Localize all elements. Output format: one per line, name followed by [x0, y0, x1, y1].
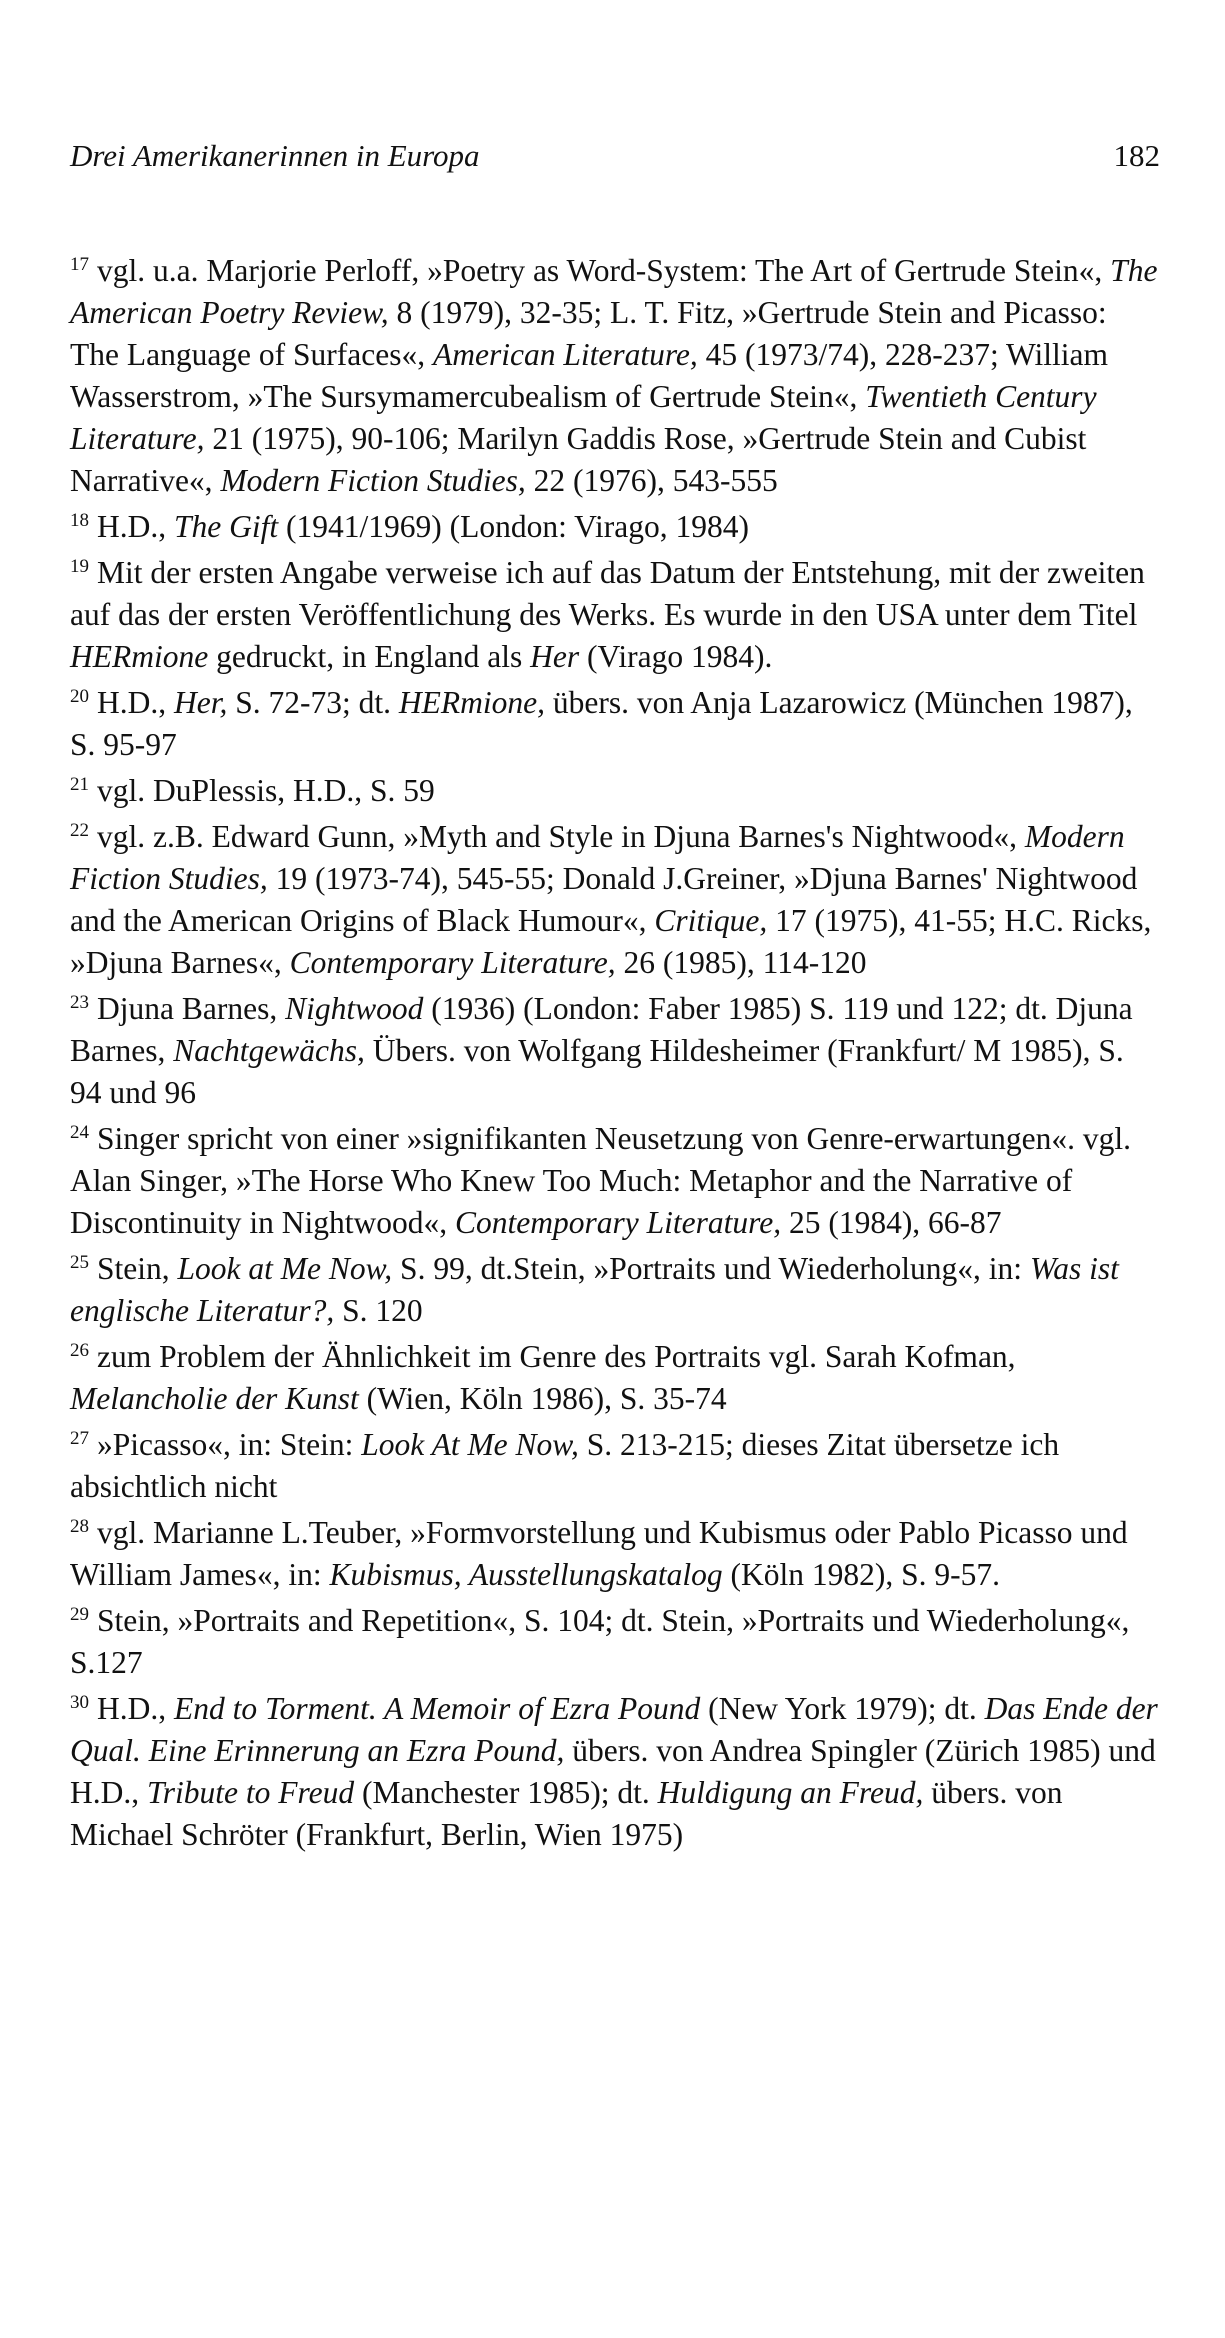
footnote-number: 20 — [70, 685, 89, 707]
footnote-text: vgl. DuPlessis, H.D., S. 59 — [97, 773, 435, 808]
footnote-number: 28 — [70, 1515, 89, 1537]
footnote-number: 21 — [70, 773, 89, 795]
footnote-25 — [70, 1248, 1160, 1332]
footnote-text: 21 (1975), 90-106; Marilyn Gaddis Rose, »Gertrude Stein and Cubist Narrative«, — [70, 421, 1087, 498]
footnote-text: Stein, »Portraits and Repetition«, S. 104; dt. Stein, »Portraits und Wiederholung«, S.127 — [70, 1603, 1130, 1680]
footnote-text: 8 (1979), 32-35; L. T. Fitz, »Gertrude Stein and Picasso: The Language of Surfaces«, — [70, 295, 1107, 372]
footnote-text: übers. von Andrea Spingler (Zürich 1985) und H.D., — [70, 1733, 1156, 1810]
footnote-citation-title: Melancholie der Kunst — [70, 1381, 359, 1416]
footnote-number: 25 — [70, 1251, 89, 1273]
footnote-text: Übers. von Wolfgang Hildesheimer (Frankfurt/ M 1985), S. 94 und 96 — [70, 1033, 1124, 1110]
footnote-20 — [70, 682, 1160, 766]
footnote-number: 24 — [70, 1121, 89, 1143]
footnote-text: (Virago 1984). — [579, 639, 773, 674]
footnote-text: H.D., — [97, 509, 174, 544]
footnote-text: vgl. z.B. Edward Gunn, »Myth and Style in Djuna Barnes's Nightwood«, — [97, 819, 1025, 854]
footnote-text: H.D., — [97, 1691, 174, 1726]
running-header-title: Drei Amerikanerinnen in Europa — [70, 138, 480, 173]
footnote-text: (New York 1979); dt. — [700, 1691, 985, 1726]
running-header — [70, 138, 1160, 188]
footnote-text: übers. von Anja Lazarowicz (München 1987), S. 95-97 — [70, 685, 1133, 762]
page-number: 182 — [1113, 138, 1160, 173]
footnote-23 — [70, 988, 1160, 1114]
footnote-citation-title: Tribute to Freud — [147, 1775, 355, 1810]
footnote-text: vgl. Marianne L.Teuber, »Formvorstellung und Kubismus oder Pablo Picasso und William James«, in: — [70, 1515, 1128, 1592]
footnote-citation-title: Was ist englische Literatur?, — [70, 1251, 1119, 1328]
footnote-24 — [70, 1118, 1160, 1244]
footnote-number: 27 — [70, 1427, 89, 1449]
footnote-citation-title: The Gift — [174, 509, 279, 544]
footnote-number: 29 — [70, 1603, 89, 1625]
footnote-number: 22 — [70, 819, 89, 841]
footnote-citation-title: Contemporary Literature, — [289, 945, 616, 980]
footnote-text: (Wien, Köln 1986), S. 35-74 — [358, 1381, 727, 1416]
footnote-citation-title: HERmione — [70, 639, 209, 674]
footnote-citation-title: Look at Me Now, — [177, 1251, 393, 1286]
footnote-citation-title: Nightwood — [285, 991, 424, 1026]
footnote-citation-title: American Literature, — [432, 337, 698, 372]
footnote-18 — [70, 506, 1160, 548]
footnote-citation-title: Huldigung an Freud, — [657, 1775, 924, 1810]
footnote-text: (1941/1969) (London: Virago, 1984) — [278, 509, 749, 544]
footnote-citation-title: The American Poetry Review, — [70, 253, 1158, 330]
footnote-text: 22 (1976), 543-555 — [525, 463, 778, 498]
footnote-28 — [70, 1512, 1160, 1596]
footnote-text: 25 (1984), 66-87 — [781, 1205, 1002, 1240]
footnote-27 — [70, 1424, 1160, 1508]
footnote-17 — [70, 250, 1160, 502]
footnote-text: 45 (1973/74), 228-237; William Wasserstrom, »The Sursymamercubealism of Gertrude Stein«, — [70, 337, 1109, 414]
footnote-text: Mit der ersten Angabe verweise ich auf das Datum der Entstehung, mit der zweiten auf das der ersten Veröffentlichung des Werks. Es wurde in den USA unter dem Titel — [70, 555, 1145, 632]
footnote-text: Singer spricht von einer »signifikanten Neusetzung von Genre-erwartungen«. vgl. Alan Singer, »The Horse Who Knew Too Much: Metaphor and the Narrative of Discontinuity in Nightwood«, — [70, 1121, 1131, 1240]
footnote-number: 26 — [70, 1339, 89, 1361]
footnote-citation-title: Look At Me Now, — [361, 1427, 579, 1462]
footnote-text: S. 99, dt.Stein, »Portraits und Wiederholung«, in: — [392, 1251, 1030, 1286]
footnote-text: vgl. u.a. Marjorie Perloff, »Poetry as Word-System: The Art of Gertrude Stein«, — [97, 253, 1111, 288]
footnote-text: 19 (1973-74), 545-55; Donald J.Greiner, »Djuna Barnes' Nightwood and the American Origins of Black Humour«, — [70, 861, 1138, 938]
footnote-26 — [70, 1336, 1160, 1420]
footnote-22 — [70, 816, 1160, 984]
footnotes-list — [70, 250, 1160, 1860]
footnote-text: 17 (1975), 41-55; H.C. Ricks, »Djuna Barnes«, — [70, 903, 1152, 980]
footnote-21 — [70, 770, 1160, 812]
footnote-citation-title: Nachtgewächs, — [173, 1033, 365, 1068]
footnote-text: Stein, — [97, 1251, 178, 1286]
footnote-text: S. 213-215; dieses Zitat übersetze ich absichtlich nicht — [70, 1427, 1060, 1504]
footnote-text: S. 120 — [334, 1293, 423, 1328]
footnote-citation-title: HERmione, — [398, 685, 545, 720]
footnote-text: »Picasso«, in: Stein: — [97, 1427, 362, 1462]
footnote-number: 23 — [70, 991, 89, 1013]
footnote-citation-title: Das Ende der Qual. Eine Erinnerung an Ezra Pound, — [70, 1691, 1158, 1768]
footnote-text: S. 72-73; dt. — [227, 685, 399, 720]
footnote-number: 19 — [70, 555, 89, 577]
footnote-30 — [70, 1688, 1160, 1856]
footnote-text: (Köln 1982), S. 9-57. — [722, 1557, 1001, 1592]
footnote-number: 30 — [70, 1691, 89, 1713]
footnote-text: H.D., — [97, 685, 174, 720]
footnote-citation-title: Critique, — [654, 903, 768, 938]
footnote-text: übers. von Michael Schröter (Frankfurt, Berlin, Wien 1975) — [70, 1775, 1063, 1852]
footnote-text: (Manchester 1985); dt. — [354, 1775, 658, 1810]
footnote-citation-title: Twentieth Century Literature, — [70, 379, 1097, 456]
footnote-text: gedruckt, in England als — [208, 639, 531, 674]
footnote-29 — [70, 1600, 1160, 1684]
footnote-citation-title: Her, — [174, 685, 228, 720]
footnote-citation-title: End to Torment. A Memoir of Ezra Pound — [174, 1691, 701, 1726]
footnote-text: zum Problem der Ähnlichkeit im Genre des Portraits vgl. Sarah Kofman, — [97, 1339, 1016, 1374]
footnote-citation-title: Kubismus, Ausstellungskatalog — [329, 1557, 723, 1592]
footnote-number: 17 — [70, 253, 89, 275]
footnote-citation-title: Her — [530, 639, 580, 674]
footnote-text: (1936) (London: Faber 1985) S. 119 und 122; dt. Djuna Barnes, — [70, 991, 1133, 1068]
footnote-citation-title: Modern Fiction Studies, — [220, 463, 526, 498]
footnote-citation-title: Contemporary Literature, — [455, 1205, 782, 1240]
footnote-19 — [70, 552, 1160, 678]
footnote-citation-title: Modern Fiction Studies, — [70, 819, 1125, 896]
footnote-number: 18 — [70, 509, 89, 531]
footnote-text: Djuna Barnes, — [97, 991, 286, 1026]
footnote-text: 26 (1985), 114-120 — [615, 945, 867, 980]
